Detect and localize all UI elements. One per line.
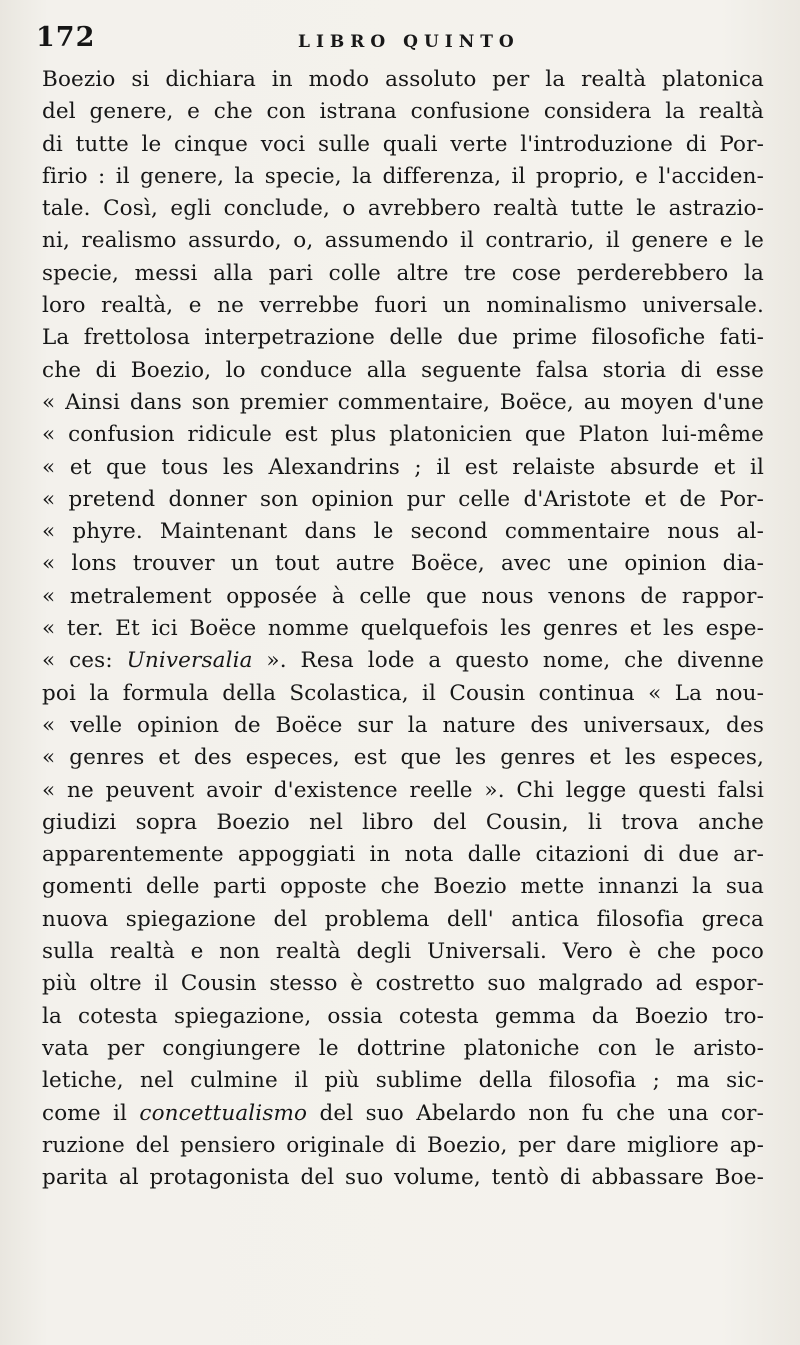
text-line: vata per congiungere le dottrine platoniche con le aristo- (42, 1035, 764, 1061)
text-line: « velle opinion de Boëce sur la nature des universaux, des (42, 712, 764, 738)
text-line: del genere, e che con istrana confusione considera la realtà (42, 99, 764, 125)
body-text (42, 64, 764, 1194)
text-line: ruzione del pensiero originale di Boezio, per dare migliore ap- (42, 1132, 764, 1158)
text-span: come il (42, 1100, 140, 1126)
text-line-with-italic (42, 645, 764, 677)
text-line: « phyre. Maintenant dans le second commentaire nous al- (42, 519, 764, 545)
italic-term: Universalia (126, 648, 253, 674)
text-line: La frettolosa interpetrazione delle due prime filosofiche fati- (42, 325, 764, 351)
text-span: ». Resa lode a questo nome, che divenne (252, 648, 764, 674)
text-line: « et que tous les Alexandrins ; il est relaiste absurde et il (42, 454, 764, 480)
text-line: tale. Così, egli conclude, o avrebbero realtà tutte le astrazio- (42, 196, 764, 222)
text-line: di tutte le cinque voci sulle quali verte l'introduzione di Por- (42, 131, 764, 157)
text-line-with-italic (42, 1098, 764, 1130)
text-line: « ter. Et ici Boëce nomme quelquefois les genres et les espe- (42, 616, 764, 642)
text-line: « genres et des especes, est que les genres et les especes, (42, 745, 764, 771)
text-line: ni, realismo assurdo, o, assumendo il contrario, il genere e le (42, 228, 764, 254)
text-line: giudizi sopra Boezio nel libro del Cousin, li trova anche (42, 809, 764, 835)
text-line: poi la formula della Scolastica, il Cousin continua « La nou- (42, 680, 764, 706)
italic-term: concettualismo (139, 1100, 308, 1126)
text-line: specie, messi alla pari colle altre tre cose perderebbero la (42, 260, 764, 286)
page-header (36, 22, 760, 62)
text-line: « Ainsi dans son premier commentaire, Boëce, au moyen d'une (42, 389, 764, 415)
text-line: Boezio si dichiara in modo assoluto per la realtà platonica (42, 67, 764, 92)
text-line: « metralement opposée à celle que nous venons de rappor- (42, 583, 764, 609)
text-line: letiche, nel culmine il più sublime della filosofia ; ma sic- (42, 1068, 764, 1094)
text-line: che di Boezio, lo conduce alla seguente falsa storia di esse (42, 357, 764, 383)
text-span: « ces: (42, 648, 127, 674)
text-line: « pretend donner son opinion pur celle d'Aristote et de Por- (42, 486, 764, 512)
text-line: sulla realtà e non realtà degli Universali. Vero è che poco (42, 939, 764, 965)
text-line: più oltre il Cousin stesso è costretto suo malgrado ad espor- (42, 971, 764, 997)
text-line: « confusion ridicule est plus platonicien que Platon lui-même (42, 422, 764, 448)
text-line: la cotesta spiegazione, ossia cotesta gemma da Boezio tro- (42, 1003, 764, 1029)
running-head: LIBRO QUINTO (298, 32, 520, 52)
text-line: firio : il genere, la specie, la differenza, il proprio, e l'acciden- (42, 163, 764, 189)
text-line: parita al protagonista del suo volume, tentò di abbassare Boe- (42, 1165, 764, 1191)
text-span: del suo Abelardo non fu che una cor- (307, 1100, 765, 1126)
page-number: 172 (36, 22, 96, 53)
text-line: « lons trouver un tout autre Boëce, avec une opinion dia- (42, 551, 764, 577)
text-line: nuova spiegazione del problema dell' antica filosofia greca (42, 906, 764, 932)
text-line: loro realtà, e ne verrebbe fuori un nominalismo universale. (42, 293, 764, 319)
text-line: apparentemente appoggiati in nota dalle citazioni di due ar- (42, 842, 764, 868)
text-line: « ne peuvent avoir d'existence reelle ». Chi legge questi falsi (42, 777, 764, 803)
text-line: gomenti delle parti opposte che Boezio mette innanzi la sua (42, 874, 764, 900)
